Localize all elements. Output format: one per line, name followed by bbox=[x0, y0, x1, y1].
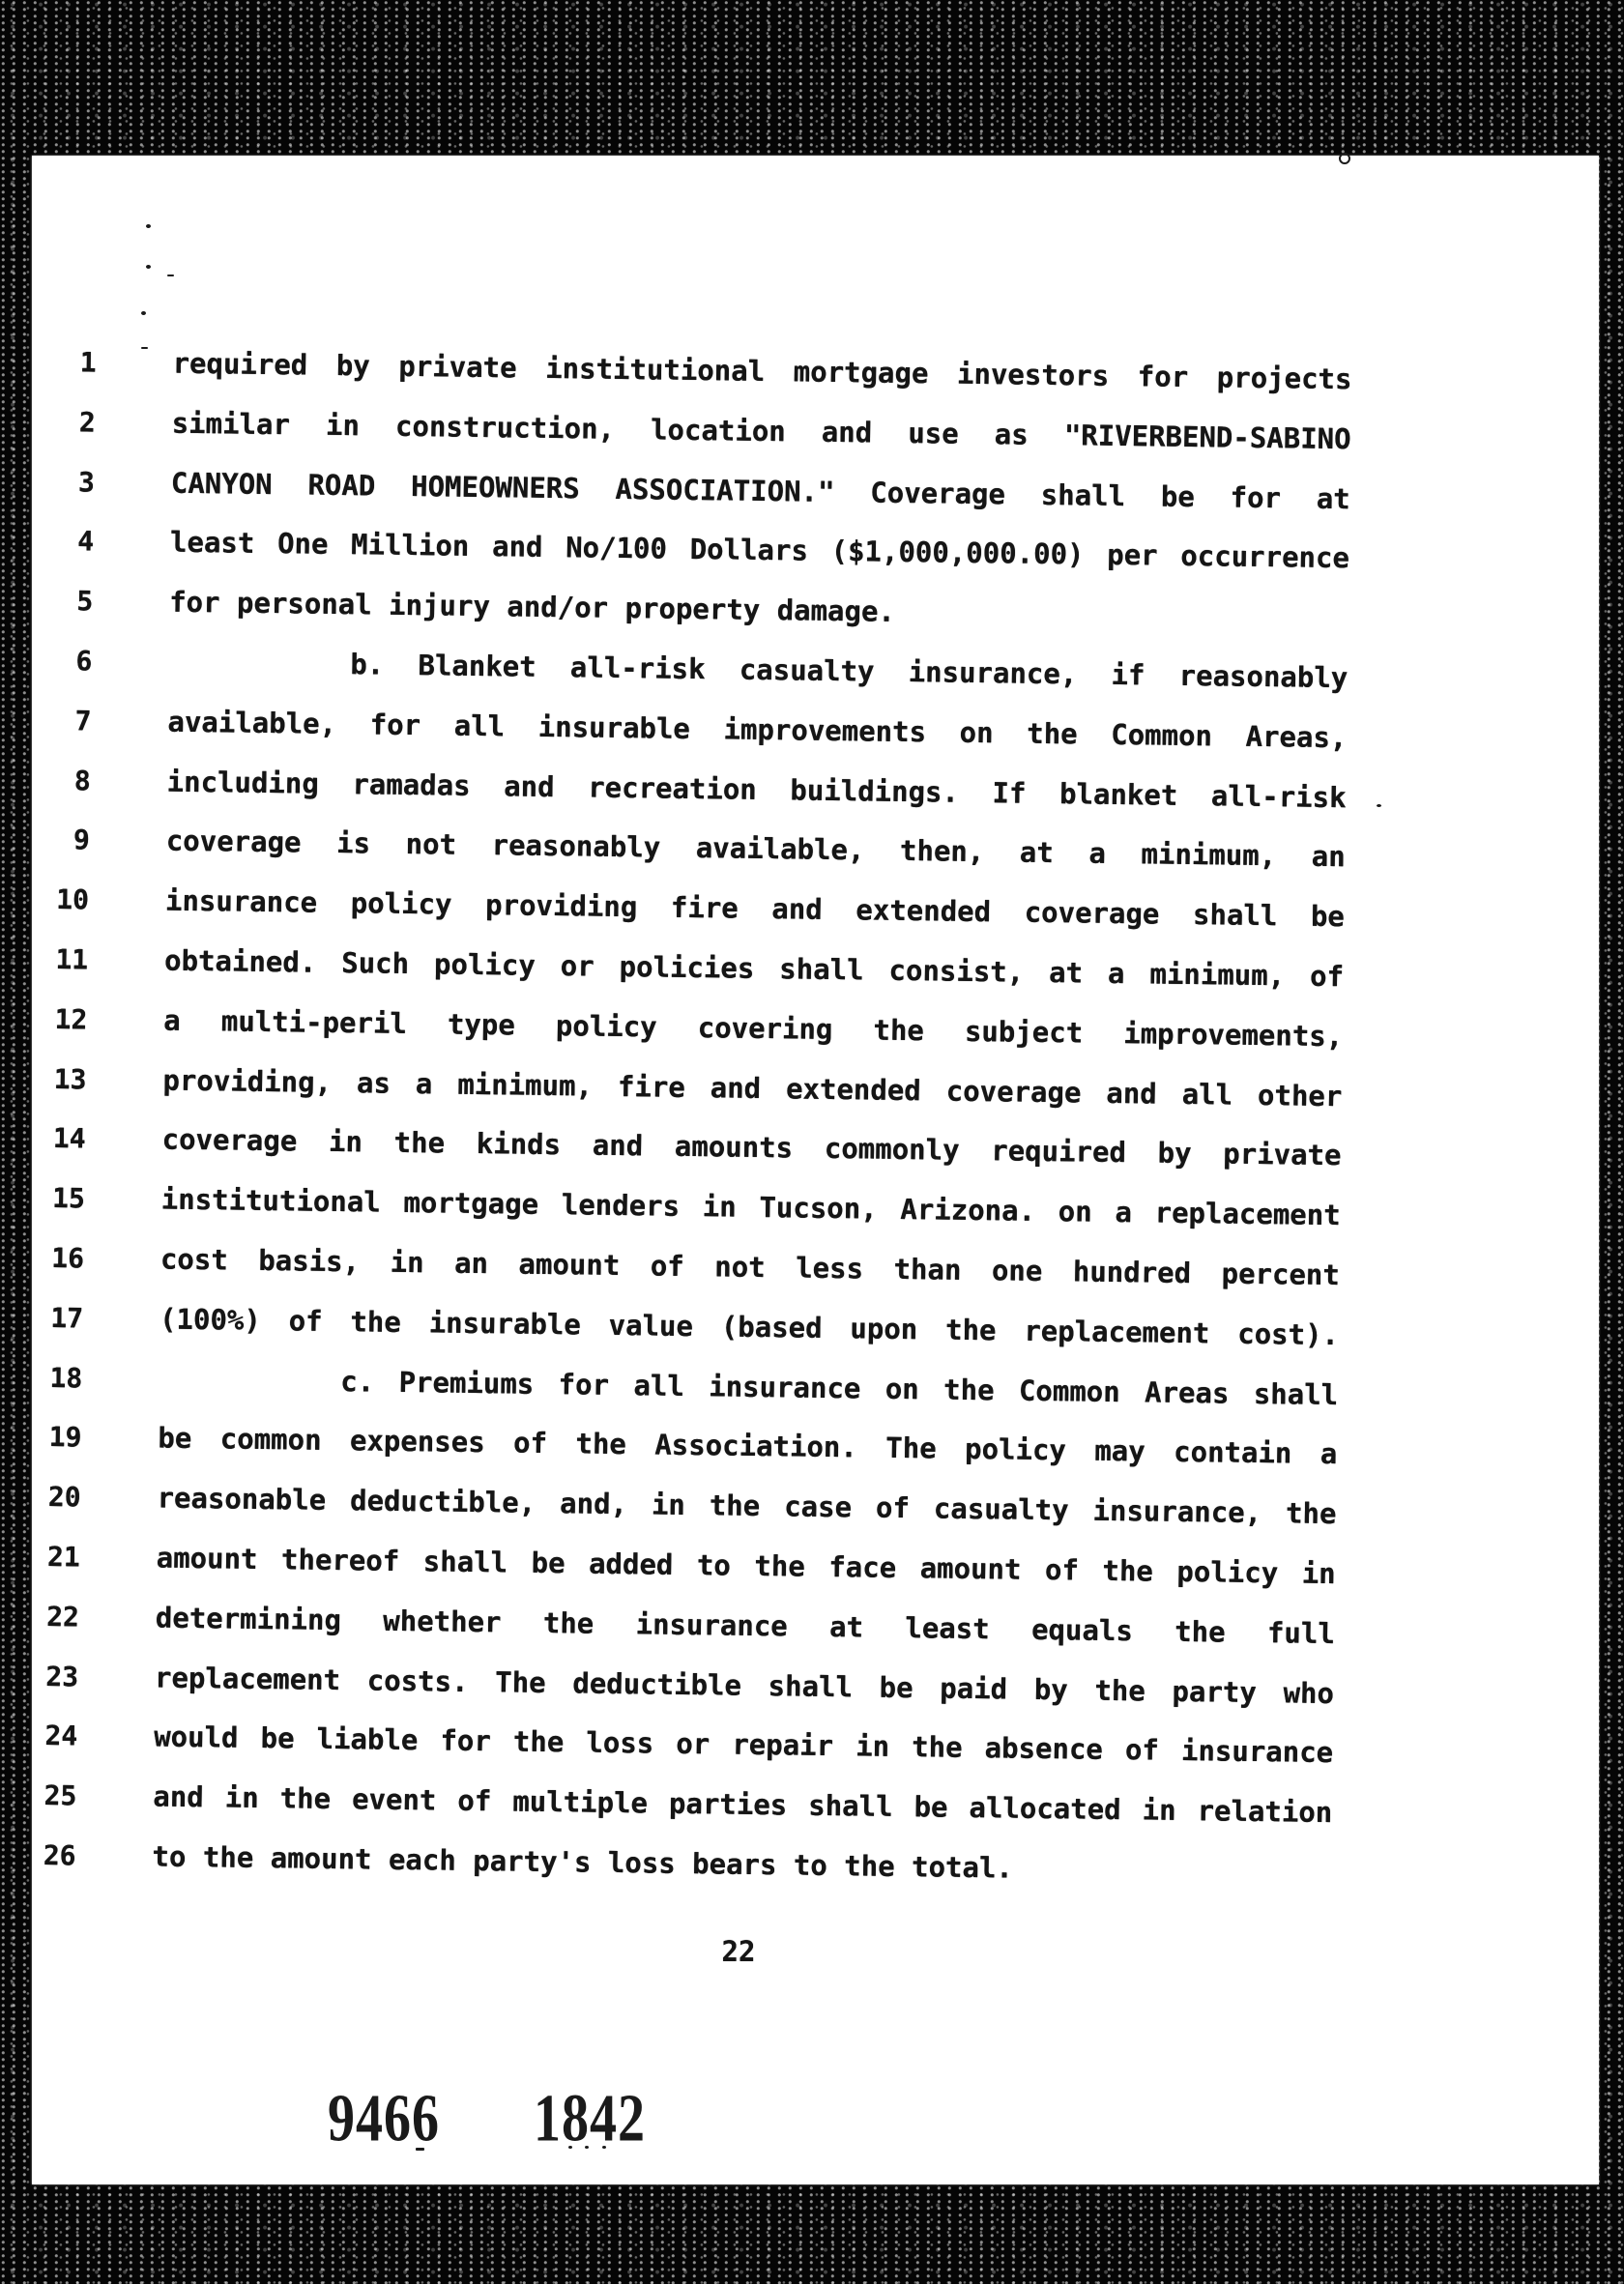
line-text: replacement costs. The deductible shall be paid by the party who bbox=[154, 1661, 1335, 1710]
line-number: 18 bbox=[49, 1361, 83, 1395]
line-text: similar in construction, location and use as "RIVERBEND-SABINO bbox=[171, 406, 1351, 456]
line-number: 6 bbox=[75, 645, 93, 678]
line-text: for personal injury and/or property damage. bbox=[168, 585, 896, 629]
line-number: 15 bbox=[51, 1182, 86, 1215]
line-number: 2 bbox=[78, 406, 96, 439]
line-number: 20 bbox=[47, 1481, 81, 1514]
line-number: 16 bbox=[51, 1241, 85, 1275]
line-number: 21 bbox=[46, 1540, 80, 1574]
document-body bbox=[28, 332, 1352, 1903]
recording-stamp-docket: 9466 bbox=[328, 2081, 440, 2156]
line-number: 22 bbox=[45, 1600, 80, 1633]
line-text: obtained. Such policy or policies shall consist, at a minimum, of bbox=[163, 943, 1345, 994]
line-text: insurance policy providing fire and extended coverage shall be bbox=[164, 883, 1346, 934]
line-text: (100%) of the insurable value (based upon the replacement cost). bbox=[159, 1302, 1340, 1351]
line-number: 8 bbox=[73, 764, 91, 797]
line-text: providing, as a minimum, fire and extended coverage and all other bbox=[162, 1063, 1343, 1113]
recording-stamp-page: 1842 bbox=[534, 2081, 646, 2156]
line-number: 10 bbox=[56, 883, 90, 916]
line-text: including ramadas and recreation buildings. If blanket all-risk bbox=[166, 765, 1347, 814]
line-text: least One Million and No/100 Dollars ($1,000,000.00) per occurrence bbox=[169, 526, 1350, 575]
line-number: 5 bbox=[76, 585, 94, 618]
line-number: 3 bbox=[77, 465, 96, 499]
line-text: be common expenses of the Association. The policy may contain a bbox=[158, 1421, 1338, 1471]
line-text: CANYON ROAD HOMEOWNERS ASSOCIATION." Coverage shall be for at bbox=[170, 466, 1351, 515]
scan-speck bbox=[146, 224, 151, 228]
line-number: 24 bbox=[44, 1720, 78, 1752]
line-number: 26 bbox=[43, 1838, 76, 1872]
line-number: 12 bbox=[54, 1002, 88, 1036]
line-number: 14 bbox=[52, 1122, 86, 1155]
line-text: cost basis, in an amount of not less than one hundred percent bbox=[160, 1242, 1341, 1292]
line-text: required by private institutional mortgage investors for projects bbox=[172, 346, 1352, 396]
line-text: institutional mortgage lenders in Tucson, Arizona. on a replacement bbox=[160, 1182, 1341, 1232]
line-text: amount thereof shall be added to the face amount of the policy in bbox=[156, 1541, 1336, 1591]
line-number: 1 bbox=[79, 346, 97, 379]
line-number: 4 bbox=[76, 525, 95, 558]
line-text: available, for all insurable improvements on the Common Areas, bbox=[167, 705, 1348, 754]
line-text: reasonable deductible, and, in the case of casualty insurance, the bbox=[157, 1481, 1337, 1531]
scan-speck bbox=[1377, 804, 1381, 807]
line-text: to the amount each party's loss bears to the total. bbox=[152, 1839, 1014, 1885]
line-number: 7 bbox=[74, 705, 92, 737]
line-text: coverage is not reasonably available, then, at a minimum, an bbox=[165, 824, 1346, 874]
line-number: 13 bbox=[53, 1062, 87, 1096]
line-text: determining whether the insurance at least equals the full bbox=[155, 1601, 1336, 1650]
line-number: 9 bbox=[72, 824, 91, 856]
line-text: coverage in the kinds and amounts commonly required by private bbox=[161, 1122, 1342, 1172]
scan-speck bbox=[141, 311, 146, 315]
scan-speck bbox=[146, 265, 151, 269]
line-number: 23 bbox=[45, 1660, 79, 1692]
scan-speck bbox=[1339, 153, 1350, 164]
line-number: 17 bbox=[50, 1301, 84, 1335]
scan-speck bbox=[167, 275, 174, 276]
line-text: c. Premiums for all insurance on the Common Areas shall bbox=[340, 1364, 1339, 1411]
line-number: 19 bbox=[48, 1421, 82, 1454]
page-number: 22 bbox=[721, 1935, 756, 1968]
line-text: would be liable for the loss or repair in the absence of insurance bbox=[153, 1720, 1334, 1770]
line-text: b. Blanket all-risk casualty insurance, if reasonably bbox=[350, 648, 1348, 695]
line-number: 11 bbox=[55, 943, 89, 976]
line-number: 25 bbox=[44, 1779, 77, 1812]
line-text: and in the event of multiple parties shall be allocated in relation bbox=[153, 1779, 1333, 1830]
line-text: a multi-peril type policy covering the subject improvements, bbox=[163, 1003, 1344, 1053]
